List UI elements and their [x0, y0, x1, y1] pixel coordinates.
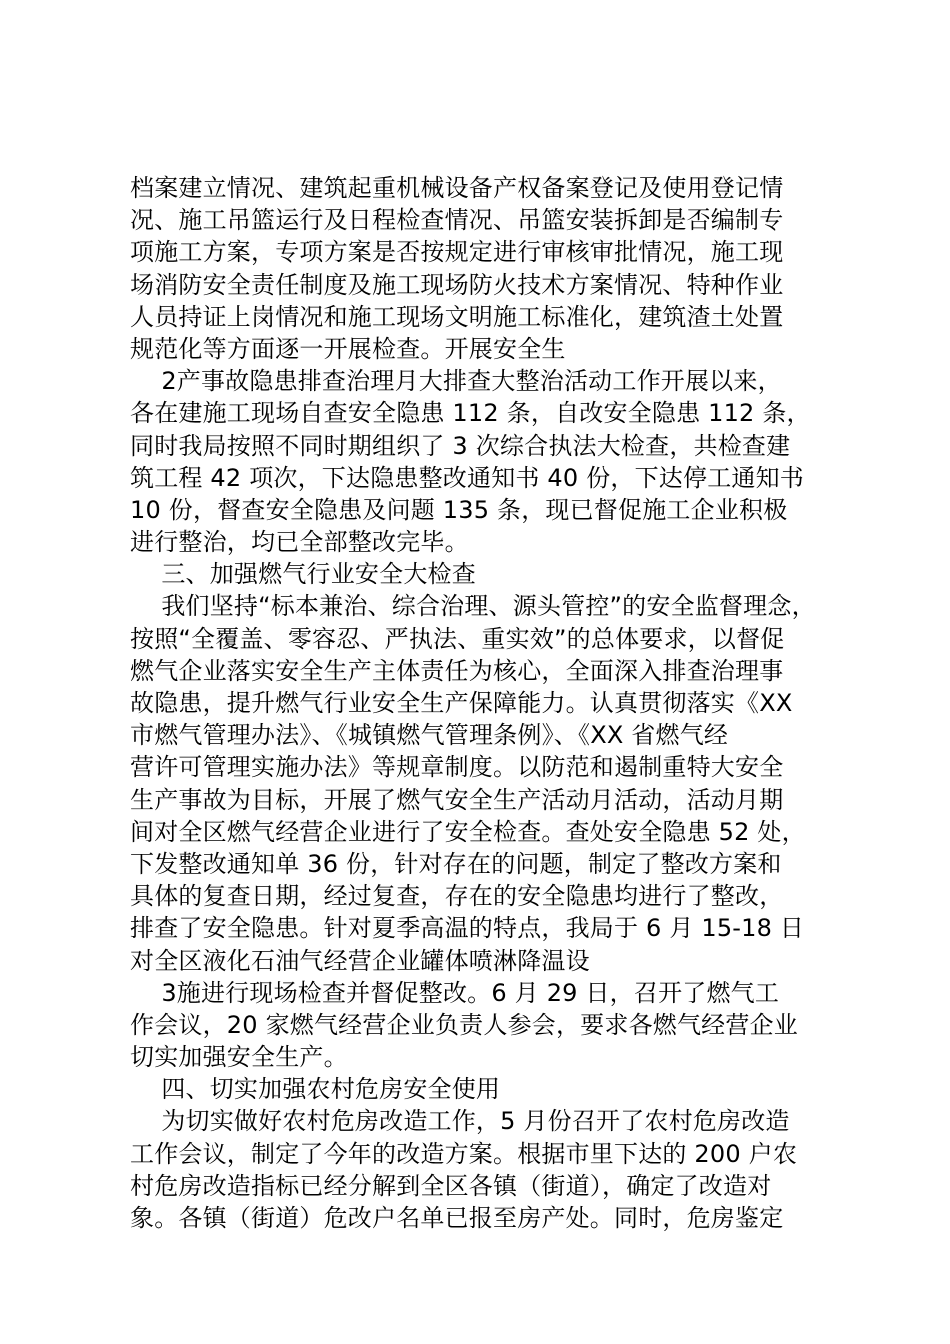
text-line-30: 为切实做好农村危房改造工作，5 月份召开了农村危房改造: [130, 1107, 790, 1136]
text-line-3: 项施工方案，专项方案是否按规定进行审核审批情况，施工现: [130, 238, 784, 267]
text-line-25: 对全区液化石油气经营企业罐体喷淋降温设: [130, 946, 590, 975]
text-line-6: 规范化等方面逐一开展检查。开展安全生: [130, 334, 566, 363]
text-line-2: 况、施工吊篮运行及日程检查情况、吊篮安装拆卸是否编制专: [130, 206, 784, 235]
section-heading-4: 四、切实加强农村危房安全使用: [130, 1075, 501, 1104]
section-heading-3: 三、加强燃气行业安全大检查: [130, 560, 476, 589]
text-line-20: 生产事故为目标，开展了燃气安全生产活动月活动，活动月期: [130, 785, 784, 814]
text-line-15: 按照“全覆盖、零容忍、严执法、重实效”的总体要求，以督促: [130, 624, 785, 653]
text-line-28: 切实加强安全生产。: [130, 1043, 348, 1072]
text-line-23: 具体的复查日期，经过复查，存在的安全隐患均进行了整改，: [130, 882, 784, 911]
text-line-11: 10 份，督查安全隐患及问题 135 条，现已督促施工企业积极: [130, 495, 788, 524]
text-line-9: 同时我局按照不同时期组织了 3 次综合执法大检查，共检查建: [130, 431, 791, 460]
text-line-17: 故隐患，提升燃气行业安全生产保障能力。认真贯彻落实《XX: [130, 689, 793, 717]
text-line-19: 营许可管理实施办法》等规章制度。以防范和遏制重特大安全: [130, 753, 784, 782]
text-line-26: 3施进行现场检查并督促整改。6 月 29 日，召开了燃气工: [130, 978, 780, 1007]
text-line-22: 下发整改通知单 36 份，针对存在的问题，制定了整改方案和: [130, 849, 782, 878]
text-line-16: 燃气企业落实安全生产主体责任为核心，全面深入排查治理事: [130, 656, 784, 685]
document-page: [130, 172, 850, 1234]
text-line-10: 筑工程 42 项次，下达隐患整改通知书 40 份，下达停工通知书: [130, 463, 804, 492]
text-line-27: 作会议，20 家燃气经营企业负责人参会，要求各燃气经营企业: [130, 1010, 798, 1039]
text-line-31: 工作会议，制定了今年的改造方案。根据市里下达的 200 户农: [130, 1139, 798, 1168]
text-line-18: 市燃气管理办法》、《城镇燃气管理条例》、《XX 省燃气经: [130, 721, 729, 750]
text-line-12: 进行整治，均已全部整改完毕。: [130, 528, 469, 557]
text-line-1: 档案建立情况、建筑起重机械设备产权备案登记及使用登记情: [130, 174, 784, 202]
text-line-32: 村危房改造指标已经分解到全区各镇（街道），确定了改造对: [130, 1171, 772, 1200]
text-line-5: 人员持证上岗情况和施工现场文明施工标准化，建筑渣土处置: [130, 302, 784, 331]
text-line-14: 我们坚持“标本兼治、综合治理、源头管控”的安全监督理念，: [130, 592, 816, 621]
text-line-21: 间对全区燃气经营企业进行了安全检查。查处安全隐患 52 处，: [130, 817, 806, 846]
text-line-33: 象。各镇（街道）危改户名单已报至房产处。同时，危房鉴定: [130, 1204, 784, 1232]
text-line-7: 2产事故隐患排查治理月大排查大整治活动工作开展以来，: [130, 367, 782, 396]
text-line-24: 排查了安全隐患。针对夏季高温的特点，我局于 6 月 15-18 日: [130, 914, 805, 943]
text-line-8: 各在建施工现场自查安全隐患 112 条，自改安全隐患 112 条，: [130, 399, 811, 428]
text-line-4: 场消防安全责任制度及施工现场防火技术方案情况、特种作业: [130, 270, 784, 299]
